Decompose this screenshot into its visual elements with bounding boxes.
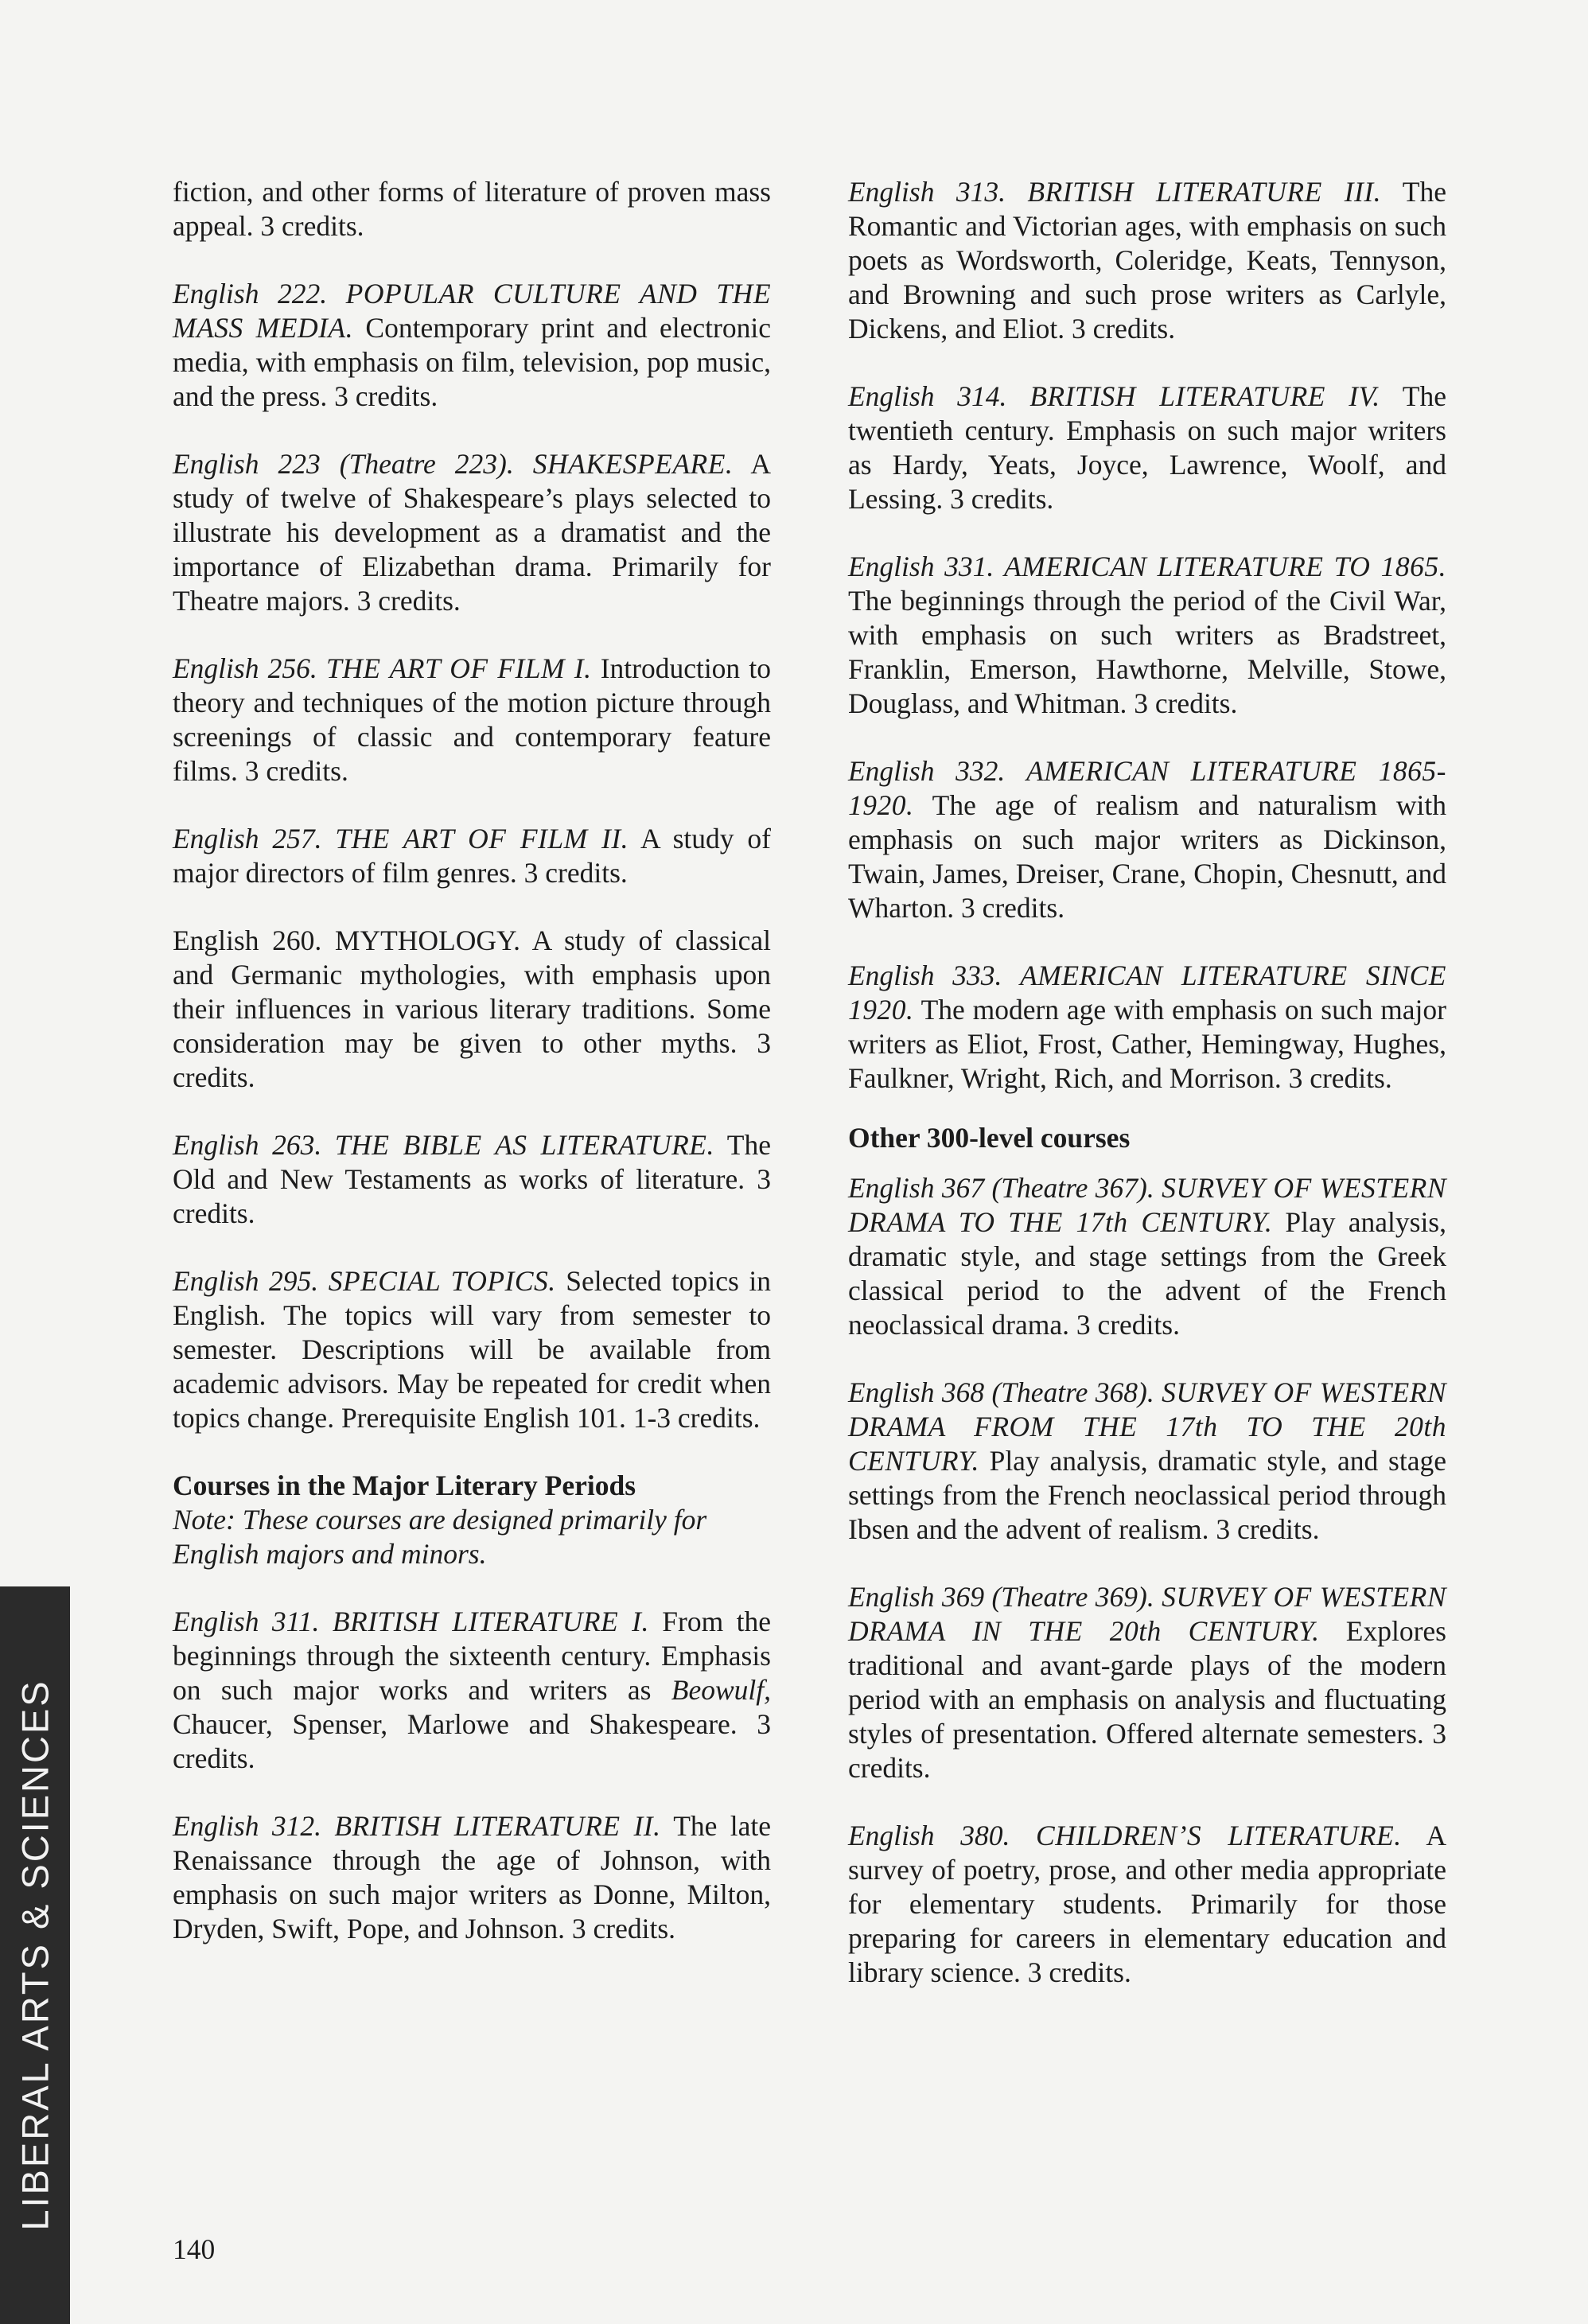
- course-title: SURVEY OF WESTERN DRAMA TO THE 17th CENTURY.: [848, 1172, 1446, 1238]
- course-description: Introduction to theory and techniques of the motion picture through screenings of classic and contemporary feature films. 3 credits.: [173, 652, 771, 787]
- course-title: THE ART OF FILM I.: [325, 652, 592, 684]
- course-code: English 369 (Theatre 369).: [848, 1581, 1162, 1613]
- course-code: English 332.: [848, 755, 1026, 787]
- section-note: Note: These courses are designed primarily for English majors and minors.: [173, 1504, 707, 1570]
- course-description: A study of twelve of Shakespeare’s plays selected to illustrate his development as a dramatist and the importance of Elizabethan drama. Primarily for Theatre majors. 3 credits.: [173, 448, 771, 617]
- course-title: BRITISH LITERATURE I.: [332, 1606, 649, 1637]
- course-entry: [173, 1605, 771, 1776]
- course-title: AMERICAN LITERATURE 1865-1920.: [848, 755, 1446, 821]
- course-entry: [848, 175, 1446, 346]
- course-description: A study of major directors of film genres. 3 credits.: [173, 823, 771, 889]
- course-description-end: Chaucer, Spenser, Marlowe and Shakespeare. 3 credits.: [173, 1708, 771, 1774]
- course-title: THE BIBLE AS LITERATURE.: [334, 1129, 714, 1161]
- course-entry-mythology: English 260. MYTHOLOGY. A study of classical and Germanic mythologies, with emphasis upon their influences in various literary traditions. Some consideration may be given to other myths. 3 credits.: [173, 925, 771, 1093]
- course-title: SHAKESPEARE.: [532, 448, 734, 480]
- course-description: From the beginnings through the sixteenth century. Emphasis on such major works and writers as: [173, 1606, 771, 1706]
- course-entry: [173, 1128, 771, 1231]
- course-entry: [848, 1819, 1446, 1990]
- course-description: The twentieth century. Emphasis on such major writers as Hardy, Yeats, Joyce, Lawrence, Woolf, and Lessing. 3 credits.: [848, 380, 1446, 515]
- course-description: Contemporary print and electronic media, with emphasis on film, television, pop music, and the press. 3 credits.: [173, 312, 771, 412]
- course-description: The beginnings through the period of the Civil War, with emphasis on such writers as Bradstreet, Franklin, Emerson, Hawthorne, Melville, Stowe, Douglass, and Whitman. 3 credits.: [848, 585, 1446, 719]
- course-code: English 263.: [173, 1129, 335, 1161]
- course-description: Selected topics in English. The topics will vary from semester to semester. Descriptions will be available from academic advisors. May be repeated for credit when topics change. Prerequisite English 101. 1-3 credits.: [173, 1265, 771, 1434]
- course-entry: [848, 959, 1446, 1096]
- course-title: BRITISH LITERATURE III.: [1027, 176, 1382, 208]
- course-entry: [173, 1264, 771, 1435]
- course-code: English 257.: [173, 823, 336, 854]
- course-entry: [173, 447, 771, 618]
- side-tab-label: LIBERAL ARTS & SCIENCES: [14, 1679, 56, 2231]
- left-column: [173, 175, 771, 1979]
- course-code: English 313.: [848, 176, 1028, 208]
- course-title: SURVEY OF WESTERN DRAMA IN THE 20th CENTURY.: [848, 1581, 1446, 1647]
- course-code: English 331.: [848, 551, 1004, 582]
- course-code: English 380.: [848, 1820, 1037, 1851]
- course-code: English 223 (Theatre 223).: [173, 448, 533, 480]
- course-code: English 256.: [173, 652, 326, 684]
- section-side-tab: [0, 1586, 70, 2324]
- course-entry: [173, 822, 771, 890]
- course-entry: [848, 754, 1446, 925]
- course-title: BRITISH LITERATURE II.: [334, 1810, 661, 1842]
- course-code: English 311.: [173, 1606, 333, 1637]
- course-entry: [848, 550, 1446, 721]
- course-title: AMERICAN LITERATURE TO 1865.: [1004, 551, 1446, 582]
- course-code: English 312.: [173, 1810, 335, 1842]
- course-title: SPECIAL TOPICS.: [328, 1265, 556, 1297]
- course-description: Play analysis, dramatic style, and stage settings from the French neoclassical period through Ibsen and the advent of realism. 3 credits.: [848, 1445, 1446, 1545]
- course-entry: [848, 380, 1446, 516]
- course-title: AMERICAN LITERATURE SINCE 1920.: [848, 960, 1446, 1026]
- course-title: THE ART OF FILM II.: [335, 823, 629, 854]
- course-code: English 367 (Theatre 367).: [848, 1172, 1162, 1204]
- course-description: Play analysis, dramatic style, and stage settings from the Greek classical period to the advent of the French neoclassical drama. 3 credits.: [848, 1206, 1446, 1341]
- course-entry: [848, 1376, 1446, 1547]
- right-column: [848, 175, 1446, 2023]
- course-title: POPULAR CULTURE AND THE MASS MEDIA.: [173, 278, 772, 344]
- course-title: CHILDREN’S LITERATURE.: [1036, 1820, 1402, 1851]
- course-description: The late Renaissance through the age of Johnson, with emphasis on such major writers as Donne, Milton, Dryden, Swift, Pope, and Johnson. 3 credits.: [173, 1810, 771, 1944]
- continued-paragraph: fiction, and other forms of literature of proven mass appeal. 3 credits.: [173, 176, 771, 242]
- course-entry: [173, 1809, 771, 1946]
- course-description: The modern age with emphasis on such major writers as Eliot, Frost, Cather, Hemingway, Hughes, Faulkner, Wright, Rich, and Morrison. 3 credits.: [848, 994, 1446, 1094]
- course-title: BRITISH LITERATURE IV.: [1029, 380, 1380, 412]
- course-entry: [848, 1580, 1446, 1785]
- course-title: SURVEY OF WESTERN DRAMA FROM THE 17th TO THE 20th CENTURY.: [848, 1376, 1446, 1477]
- course-code: English 295.: [173, 1265, 329, 1297]
- course-entry: [173, 277, 771, 414]
- section-heading: Courses in the Major Literary Periods: [173, 1470, 636, 1501]
- course-description: The Old and New Testaments as works of literature. 3 credits.: [173, 1129, 771, 1229]
- page-number: 140: [173, 2233, 216, 2265]
- course-code: English 314.: [848, 380, 1030, 412]
- course-description: The age of realism and naturalism with emphasis on such major writers as Dickinson, Twain, James, Dreiser, Crane, Chopin, Chesnutt, and Wharton. 3 credits.: [848, 789, 1446, 924]
- section-header: [173, 1469, 771, 1571]
- course-code: English 333.: [848, 960, 1021, 991]
- course-description: A survey of poetry, prose, and other media appropriate for elementary students. Primarily for those preparing for careers in elementary education and library science. 3 credits.: [848, 1820, 1446, 1988]
- section-heading: Other 300-level courses: [848, 1122, 1131, 1154]
- course-description: Explores traditional and avant-garde plays of the modern period with an emphasis on analysis and fluctuating styles of presentation. Offered alternate semesters. 3 credits.: [848, 1615, 1446, 1784]
- course-code: English 368 (Theatre 368).: [848, 1376, 1162, 1408]
- course-code: English 222.: [173, 278, 346, 309]
- course-entry: [173, 652, 771, 788]
- course-description: The Romantic and Victorian ages, with emphasis on such poets as Wordsworth, Coleridge, Keats, Tennyson, and Browning and such prose writers as Carlyle, Dickens, and Eliot. 3 credits.: [848, 176, 1446, 345]
- course-entry: [848, 1171, 1446, 1342]
- work-title: Beowulf,: [671, 1674, 771, 1706]
